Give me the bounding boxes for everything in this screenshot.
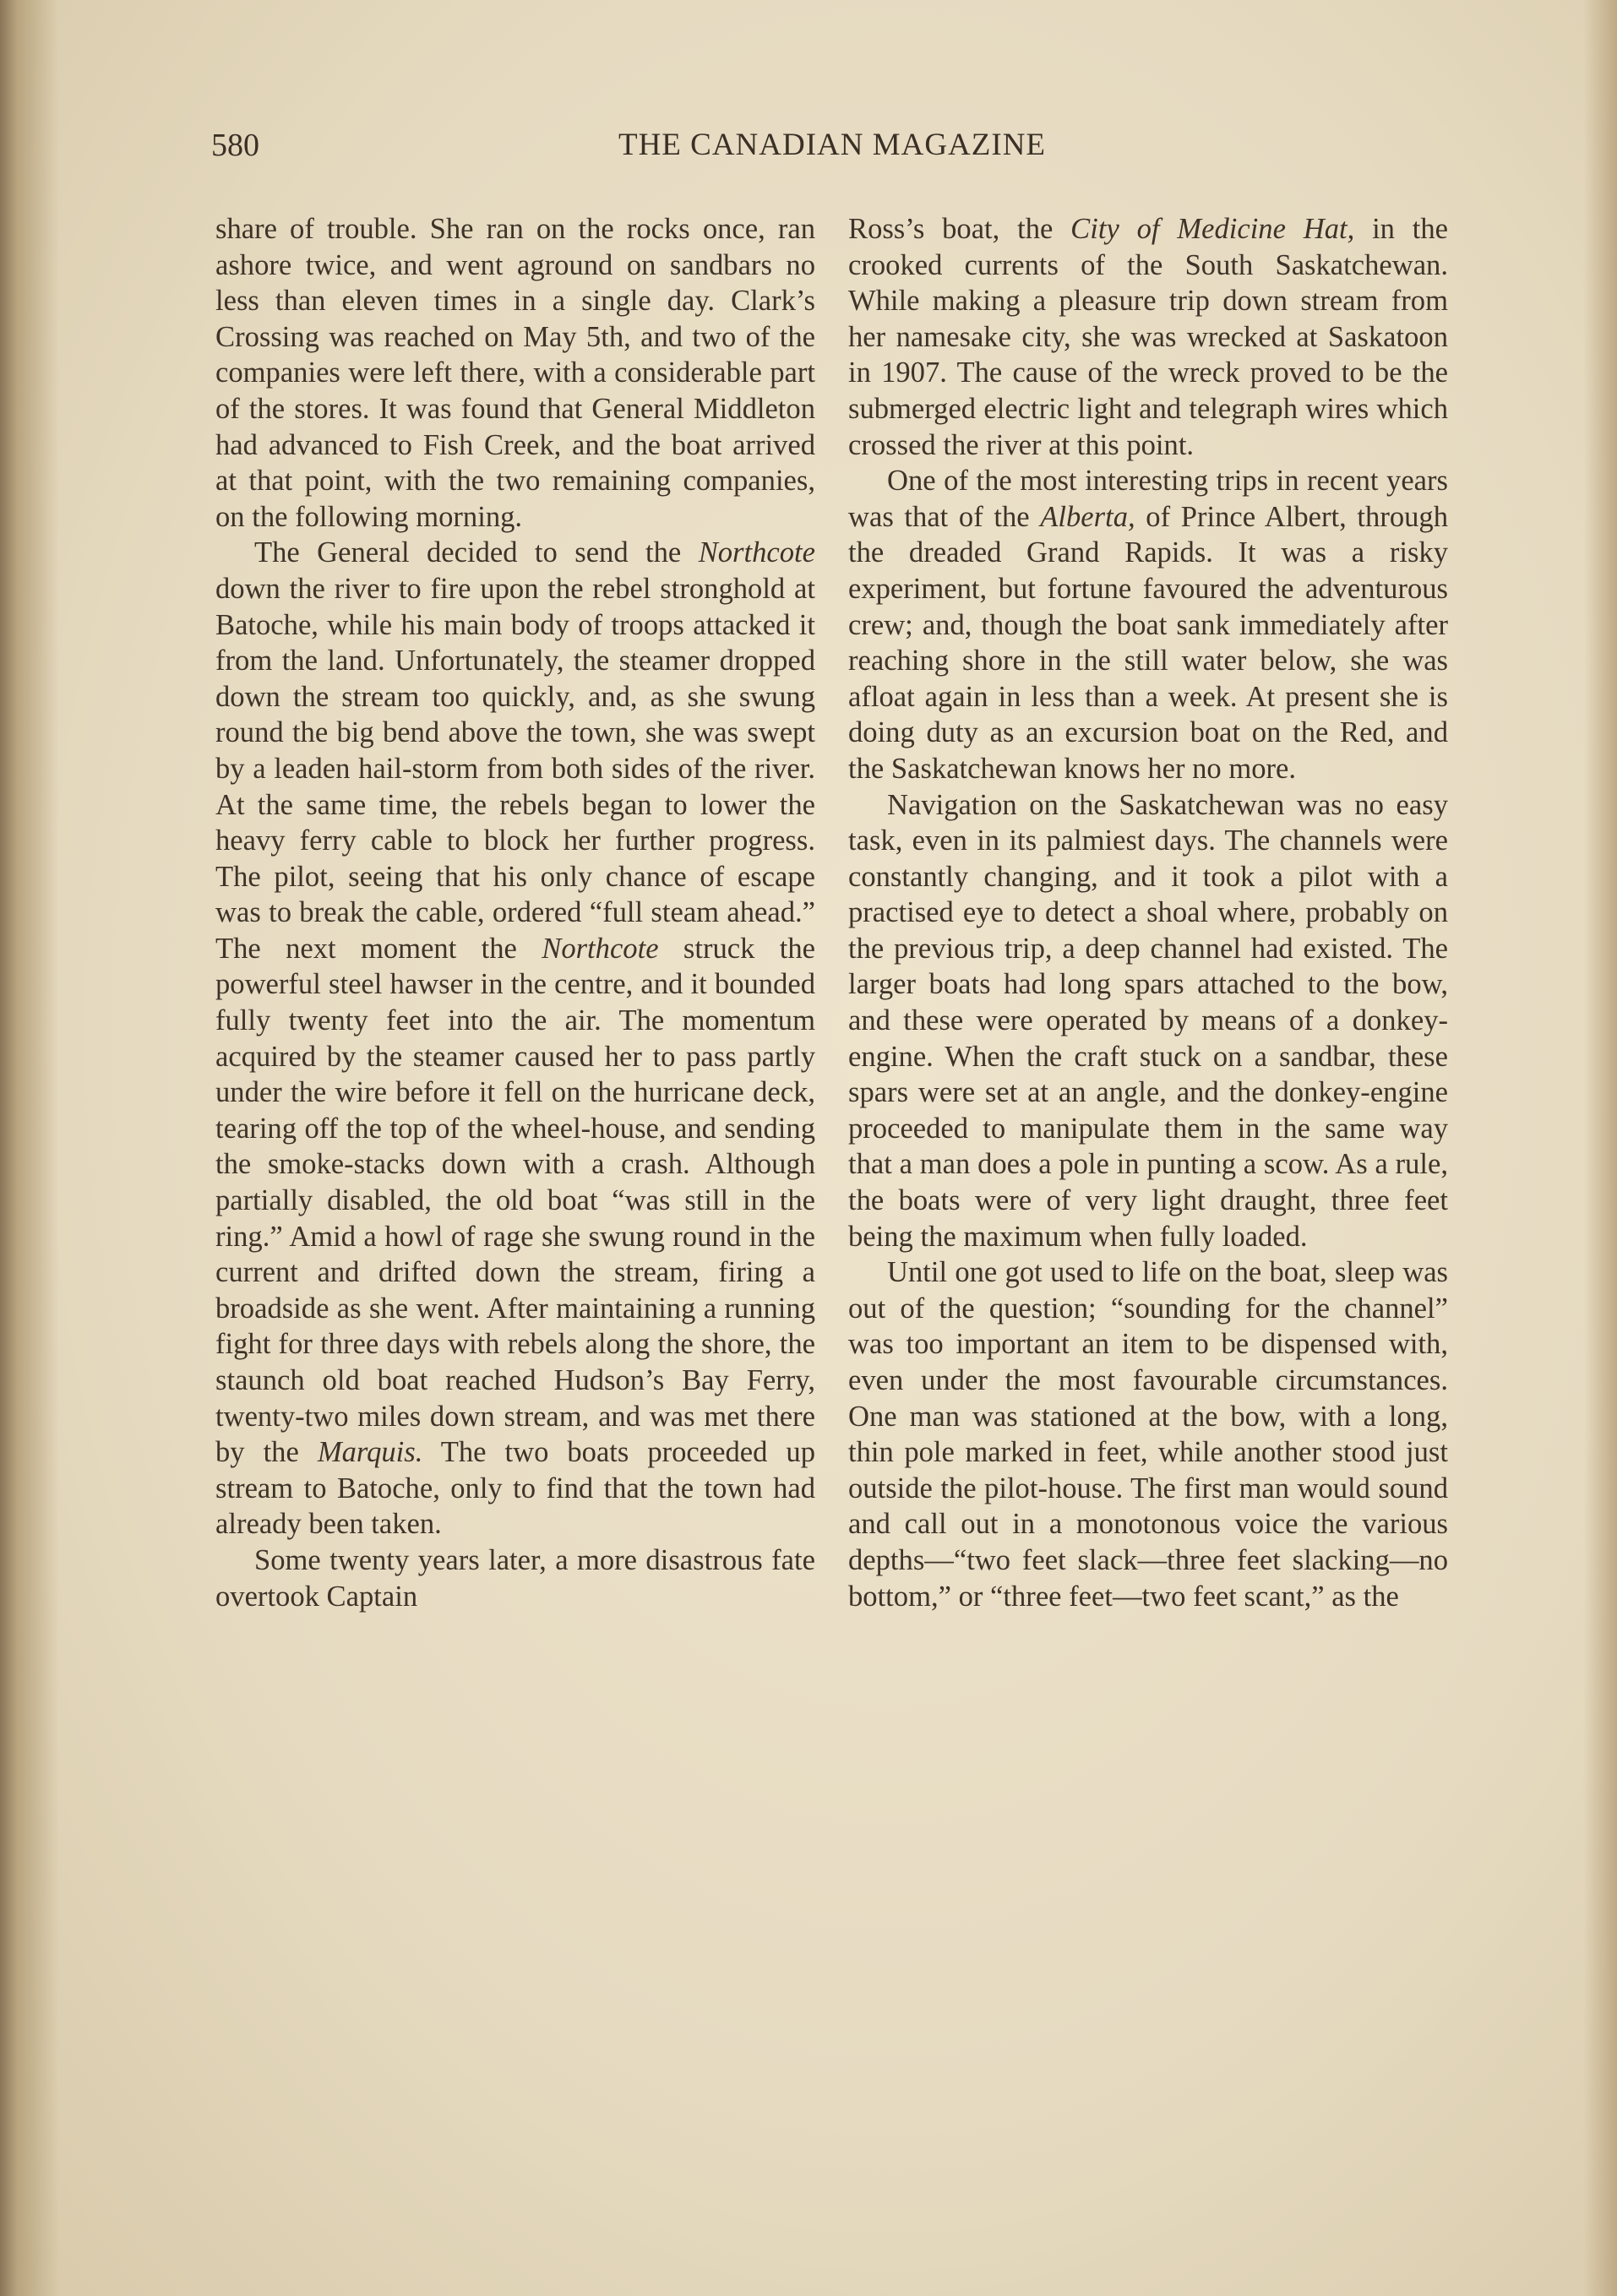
ship-name: Northcote bbox=[698, 536, 815, 569]
right-column bbox=[848, 211, 1448, 1614]
binding-shadow bbox=[0, 0, 59, 2296]
paragraph: The General decided to send the Northcote down the river to fire upon the rebel stronghold at Batoche, while his main body of troops attacked it from the land. Unfortunately, the steamer dropped down the stream too quickly, and, as she swung round the big bend above the town, she was swept by a leaden hail-storm from both sides of the river. At the same time, the rebels began to lower the heavy ferry cable to block her further progress. The pilot, seeing that his only chance of escape was to break the cable, ordered “full steam ahead.” The next moment the Northcote struck the powerful steel hawser in the centre, and it bounded fully twenty feet into the air. The momentum acquired by the steamer caused her to pass partly under the wire before it fell on the hurricane deck, tearing off the top of the wheel-house, and sending the smoke-stacks down with a crash. Although partially disabled, the old boat “was still in the ring.” Amid a howl of rage she swung round in the current and drifted down the stream, firing a broadside as she went. After maintaining a running fight for three days with rebels along the shore, the staunch old boat reached Hudson’s Bay Ferry, twenty-two miles down stream, and was met there by the Marquis. The two boats proceeded up stream to Batoche, only to find that the town had already been taken. bbox=[215, 536, 815, 1541]
paragraph: Some twenty years later, a more disastrous fate overtook Captain bbox=[215, 1543, 815, 1613]
paragraph: share of trouble. She ran on the rocks once, ran ashore twice, and went aground on sandbars no less than eleven times in a single day. Clark’s Crossing was reached on May 5th, and two of the companies were left there, with a considerable part of the stores. It was found that General Middleton had advanced to Fish Creek, and the boat arrived at that point, with the two remaining companies, on the following morning. bbox=[215, 213, 815, 533]
left-column bbox=[215, 211, 815, 1614]
ship-name: Northcote bbox=[542, 932, 659, 965]
page-number: 580 bbox=[211, 128, 259, 163]
page-header bbox=[211, 127, 1453, 177]
paragraph: Ross’s boat, the City of Medicine Hat, in the crooked currents of the South Saskatchewan. While making a pleasure trip down stream from her namesake city, she was wrecked at Saskatoon in 1907. The cause of the wreck proved to be the submerged electric light and telegraph wires which crossed the river at this point. bbox=[848, 213, 1449, 461]
paragraph: Until one got used to life on the boat, sleep was out of the question; “sounding for the channel” was too important an item to be dispensed with, even under the most favourable circumstances. One man was stationed at the bow, with a long, thin pole marked in feet, while another stood just outside the pilot-house. The first man would sound and call out in a monotonous voice the various depths—“two feet slack—three feet slacking—no bottom,” or “three feet—two feet scant,” as the bbox=[848, 1256, 1448, 1613]
page-edge-shadow bbox=[1583, 0, 1617, 2296]
paragraph: One of the most interesting trips in recent years was that of the Alberta, of Prince Albert, through the dreaded Grand Rapids. It was a risky experiment, but fortune favoured the adventurous crew; and, though the boat sank immediately after reaching shore in the still water below, she was afloat again in less than a week. At present she is doing duty as an excursion boat on the Red, and the Saskatchewan knows her no more. bbox=[848, 465, 1448, 785]
ship-name: Alberta, bbox=[1040, 500, 1135, 533]
running-title: THE CANADIAN MAGAZINE bbox=[618, 128, 1047, 162]
ship-name: City of Medicine Hat, bbox=[1070, 213, 1355, 245]
paragraph: Navigation on the Saskatchewan was no easy task, even in its palmiest days. The channels were constantly changing, and it took a pilot with a practised eye to detect a shoal where, probably on the previous trip, a deep channel had existed. The larger boats had long spars attached to the bow, and these were operated by means of a donkey-engine. When the craft stuck on a sandbar, these spars were set at an angle, and the donkey-engine proceeded to manipulate them in the same way that a man does a pole in punting a scow. As a rule, the boats were of very light draught, three feet being the maximum when fully loaded. bbox=[848, 788, 1448, 1253]
ship-name: Marquis. bbox=[317, 1436, 423, 1469]
